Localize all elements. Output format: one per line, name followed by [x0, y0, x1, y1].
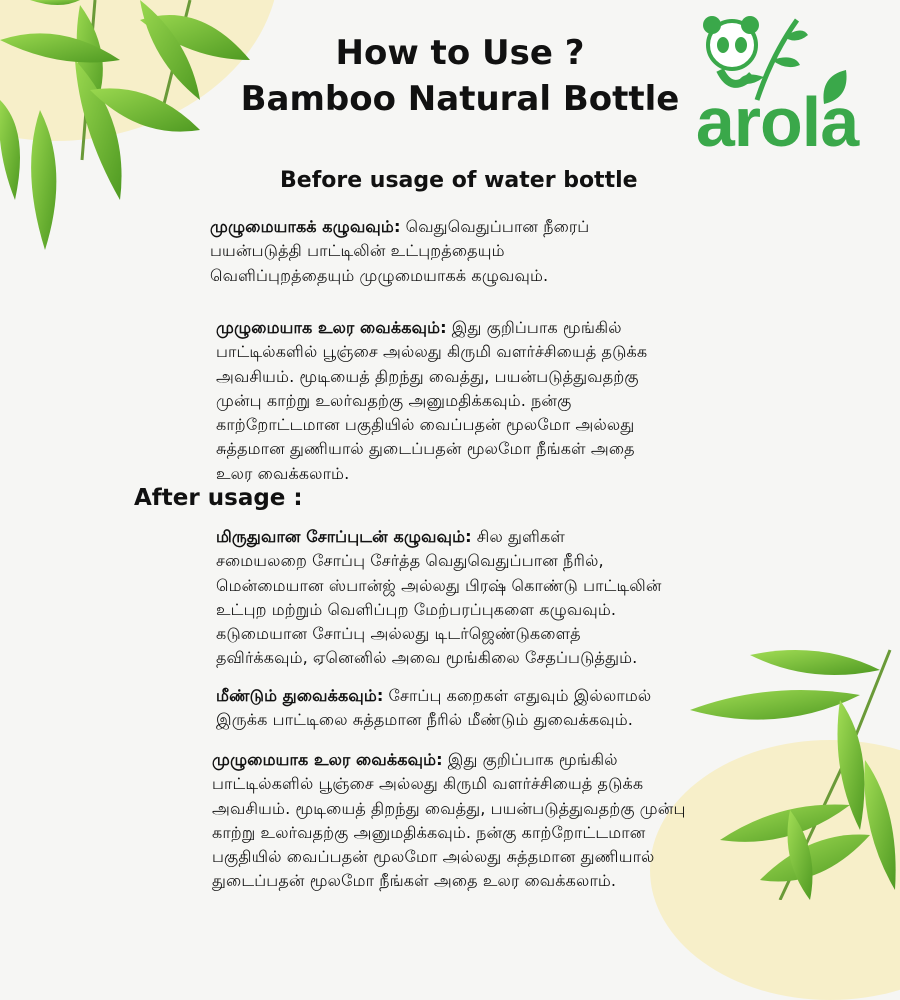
after-step-soap-wash: மிருதுவான சோப்புடன் கழுவவும்: சில துளிகள் சமையலறை சோப்பு சேர்த்த வெதுவெதுப்பான நீரில், மென்மையான ஸ்பான்ஜ் அல்லது பிரஷ் கொண்டு பாட்டிலின் உட்புற மற்றும் வெளிப்புற மேற்பரப்புகளை கழுவவும். கடுமையான சோப்பு அல்லது டிடர்ஜெண்டுகளைத் தவிர்க்கவும், ஏனெனில் அவை மூங்கிலை சேதப்படுத்தும். [216, 527, 662, 668]
arola-logo [672, 10, 882, 175]
decorative-blob-bottom-right [650, 740, 900, 1000]
before-step-dry: முழுமையாக உலர வைக்கவும்: இது குறிப்பாக மூங்கில் பாட்டில்களில் பூஞ்சை அல்லது கிருமி வளர்ச்சியைத் தடுக்க அவசியம். மூடியைத் திறந்து வைத்து, பயன்படுத்துவதற்கு முன்பு காற்று உலர்வதற்கு அனுமதிக்கவும். நன்கு காற்றோட்டமான பகுதியில் வைப்பதன் மூலமோ அல்லது சுத்தமான துணியால் துடைப்பதன் மூலமோ நீங்கள் அதை உலர வைக்கலாம். [216, 318, 648, 483]
title-line-1: How to Use ? [335, 33, 585, 73]
step-label: முழுமையாகக் கழுவவும்: [210, 217, 401, 236]
page-title [200, 30, 720, 122]
step-label: மிருதுவான சோப்புடன் கழுவவும்: [216, 527, 472, 546]
title-line-2: Bamboo Natural Bottle [240, 79, 680, 119]
step-label: முழுமையாக உலர வைக்கவும்: [216, 318, 447, 337]
after-usage-heading: After usage : [134, 485, 303, 511]
step-label: முழுமையாக உலர வைக்கவும்: [212, 750, 443, 769]
step-label: மீண்டும் துவைக்கவும்: [216, 686, 384, 705]
before-step-wash: முழுமையாகக் கழுவவும்: வெதுவெதுப்பான நீரைப் பயன்படுத்தி பாட்டிலின் உட்புறத்தையும் வெளிப்புறத்தையும் முழுமையாகக் கழுவவும். [210, 217, 590, 285]
after-step-rinse: மீண்டும் துவைக்கவும்: சோப்பு கறைகள் எதுவும் இல்லாமல் இருக்க பாட்டிலை சுத்தமான நீரில் மீண்டும் துவைக்கவும். [216, 686, 652, 730]
after-step-dry: முழுமையாக உலர வைக்கவும்: இது குறிப்பாக மூங்கில் பாட்டில்களில் பூஞ்சை அல்லது கிருமி வளர்ச்சியைத் தடுக்க அவசியம். மூடியைத் திறந்து வைத்து, பயன்படுத்துவதற்கு முன்பு காற்று உலர்வதற்கு அனுமதிக்கவும். நன்கு காற்றோட்டமான பகுதியில் வைப்பதன் மூலமோ அல்லது சுத்தமான துணியால் துடைப்பதன் மூலமோ நீங்கள் அதை உலர வைக்கலாம். [212, 750, 686, 891]
logo-wordmark: arola [695, 83, 859, 161]
before-usage-heading: Before usage of water bottle [280, 168, 638, 193]
